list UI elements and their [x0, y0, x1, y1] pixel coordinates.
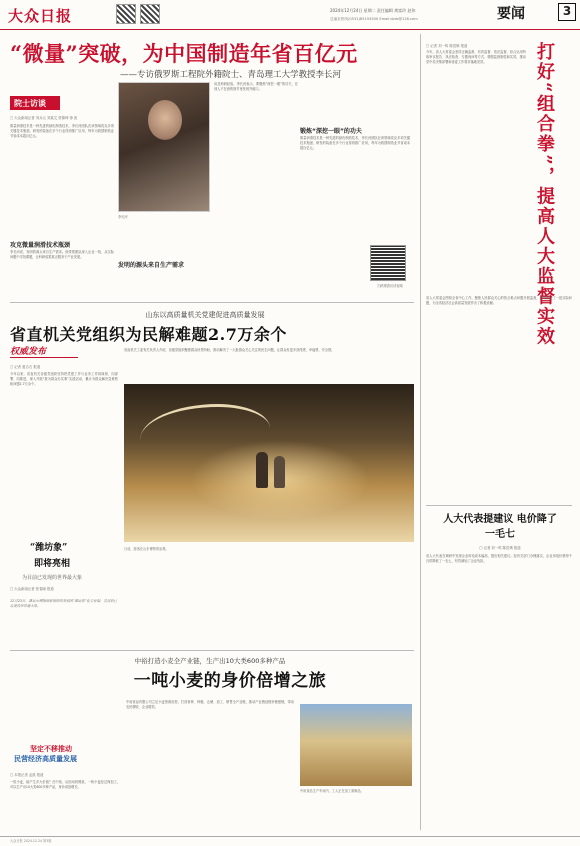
- story-headline[interactable]: 一吨小麦的身价倍增之旅: [133, 671, 327, 691]
- story-body-a: 一粒小麦，能产生多大价值？在中裕，从田间到餐桌，一吨小麦经过深加工，可以生产出10大类600多种产品，身价成倍增长。: [10, 780, 120, 789]
- lead-byline: □ 大众新闻记者 刘兵元 刘莫艾 张锦坤 徐 波: [10, 116, 78, 120]
- box-quote: 12月23日，潍坊市博物馆新馆即将亮相的“潍坊象”化石骨架，是目前已发现的世界最大象。: [10, 599, 118, 608]
- divider: [10, 650, 414, 651]
- divider: [10, 302, 414, 303]
- right-column-byline: □ 记者 刘一鸣 陈语嫣 报道: [426, 44, 468, 48]
- newspaper-logo: 大众日报: [8, 7, 73, 25]
- lead-subhead: ——专访俄罗斯工程院外籍院士、青岛理工大学教授李长河: [120, 70, 342, 80]
- editor-contact: 总编室热线(0531)85193500 Email:dzrb@126.com: [330, 17, 418, 21]
- box-headline[interactable]: 即将亮相: [34, 559, 71, 569]
- qr-code-icon[interactable]: [116, 4, 136, 24]
- issue-date: 2024年12月24日 星期二 责任编辑 黄富玲 赵伟: [330, 8, 416, 13]
- story-headline[interactable]: 省直机关党组织为民解难题2.7万余个: [10, 325, 287, 344]
- section-title: 要闻: [497, 6, 525, 22]
- lead-body-a: 微量润滑技术是一种先进的绿色制造技术，李长河团队在该领域攻克多项关键技术瓶颈，研发的装备在多个行业得到推广应用，每年为我国制造业节省成本超百亿元。: [300, 136, 410, 150]
- story-byline: □ 记者 夏吉衣 报道: [10, 365, 41, 369]
- box-subhead: 为目前已发现的世界最大象: [22, 575, 83, 581]
- story-kicker: 中裕打造小麦全产业链，生产出10大类600多种产品: [134, 657, 286, 665]
- box-byline: □ 大众新闻记者 张春晓 报道: [10, 587, 54, 591]
- visitor-figure: [274, 456, 285, 488]
- right-sub-headline[interactable]: 人大代表提建议 电价降了一毛七: [443, 514, 557, 540]
- portrait-face: [148, 100, 182, 140]
- qr-code-icon[interactable]: [370, 245, 406, 281]
- divider: [426, 505, 572, 506]
- promo-tag[interactable]: 民营经济高质量发展: [14, 755, 77, 763]
- factory-photo: [300, 704, 412, 786]
- rights-release-tag: 权威发布: [10, 344, 78, 358]
- lead-section-heading: 发明的源头来自生产需求: [118, 262, 185, 269]
- interview-tag: 院士访谈: [10, 96, 60, 110]
- story-body-b: 中裕食品有限公司立足小麦资源优势，打造育种、种植、仓储、加工、销售全产业链，推动产业链延链补链强链，带动农民增收、企业增效。: [126, 700, 294, 709]
- photo-caption: 中裕食品生产车间内，工人正在加工面制品。: [300, 789, 364, 793]
- footer: [0, 836, 580, 846]
- lead-body-b: 李长河说，发明的源头来自生产需求。他带领团队深入企业一线，从实际问题中寻找课题，让科研成果真正服务于产业发展。: [10, 250, 114, 259]
- lead-body-c: 谈及科研经验，李长河表示，要锻炼“深挖一眼”的功夫，在别人不在意的细节里发现突破口。: [214, 82, 298, 91]
- qr-caption: 扫码观看访谈视频: [377, 284, 403, 288]
- visitor-figure: [256, 452, 268, 488]
- lead-body-a: 微量润滑技术是一种先进的绿色制造技术，李长河团队在该领域攻克多项关键技术瓶颈，研发的装备在多个行业得到推广应用，每年为我国制造业节省成本超百亿元。: [10, 124, 114, 138]
- story-byline: □ 本报记者 孟凯 报道: [10, 773, 44, 777]
- promo-tag[interactable]: 坚定不移推动: [30, 745, 72, 753]
- photo-caption: 日前，游客在山东博物馆参观。: [124, 547, 169, 551]
- story-body-a: 今年以来，省直机关各级党组织坚持把党建工作与业务工作同谋划、同部署、同推进，深入开展“我为群众办实事”实践活动，累计为群众解决急难愁盼问题2.7万余个。: [10, 372, 118, 386]
- story-body-b: 省直机关工委有关负责人介绍，各级党组织聚焦群众所思所盼，推动解决了一大批群众关心关注的民生问题，让群众有更多获得感、幸福感、安全感。: [124, 348, 335, 352]
- masthead: [0, 0, 580, 30]
- qr-code-icon[interactable]: [140, 4, 160, 24]
- right-column-body-a: 今年，省人大常委会坚持正确监督、有效监督、依法监督，综合运用听取审议报告、执法检查、专题询问等方式，增强监督刚性和实效，推动党中央决策部署和省委工作要求落地见效。: [426, 50, 526, 64]
- lead-section-heading: 锻炼“深挖一眼”的功夫: [300, 128, 362, 135]
- lead-section-heading: 攻克微量润滑技术瓶颈: [10, 242, 71, 249]
- right-column-body-c: 省人大代表在调研中发现企业用电成本偏高，提出相关建议。经有关部门办理落实，企业用电价格每千瓦时降低了一毛七，有效减轻了企业负担。: [426, 554, 572, 563]
- footer-text: 大众日报 2024.12.24 第3版: [10, 839, 52, 843]
- story-kicker: 山东以高质量机关党建促进高质量发展: [145, 311, 265, 319]
- lead-headline[interactable]: “微量”突破，为中国制造年省百亿元: [10, 41, 358, 66]
- box-headline[interactable]: “潍坊象”: [30, 543, 68, 553]
- portrait-caption: 李长河: [118, 215, 128, 219]
- right-sub-byline: □ 记者 刘一鸣 陈语嫣 报道: [479, 546, 521, 550]
- divider: [420, 34, 421, 830]
- right-column-headline[interactable]: 打好“组合拳”，提高人大监督实效: [534, 42, 555, 347]
- page-number: 3: [558, 3, 576, 21]
- right-column-body-b: 省人大常委会围绕全省中心工作，聚焦人民群众关心的热点难点问题开展监督，推动解决了一批实际问题，为全省经济社会高质量发展作出了积极贡献。: [426, 296, 572, 305]
